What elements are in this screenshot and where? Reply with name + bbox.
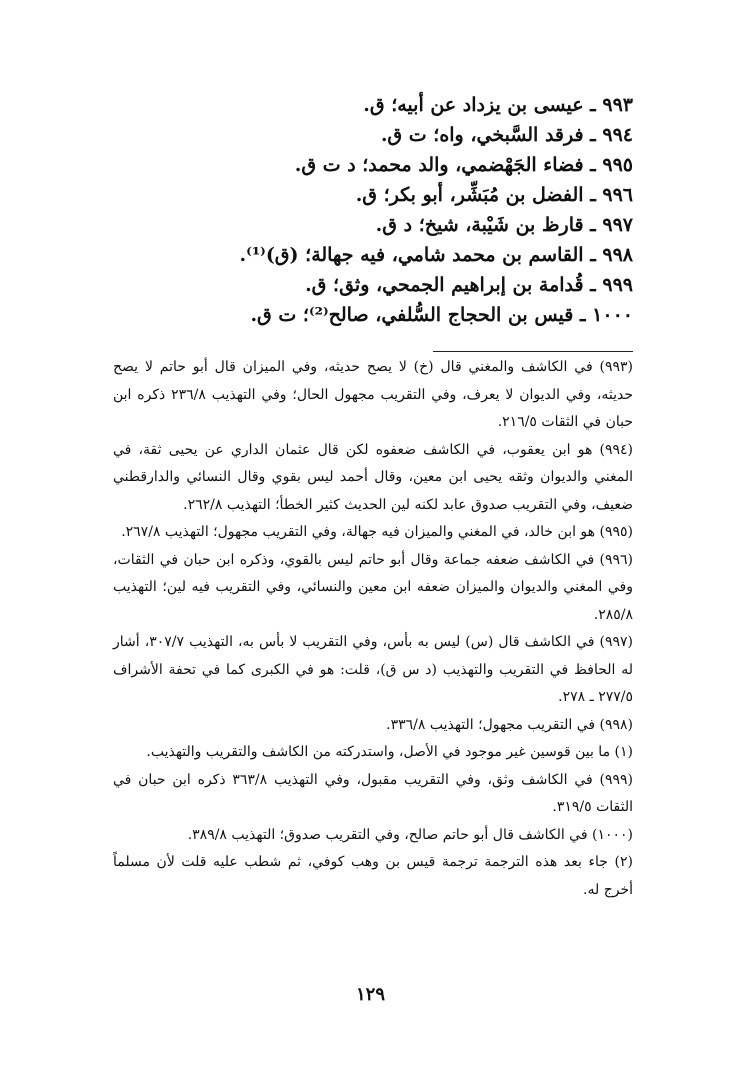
- footnote-996: (٩٩٦) في الكاشف ضعفه جماعة وقال أبو حاتم ليس بالقوي، وذكره ابن حبان في الثقات، وفي المغني والديوان والميزان ضعفه ابن معين والنسائي، وفي التقريب فيه لين؛ التهذيب ٢٨٥/٨.: [113, 551, 633, 623]
- narrator-entries: [73, 90, 633, 330]
- footnote-note-1: (١) ما بين قوسين غير موجود في الأصل، واستدركته من الكاشف والتقريب والتهذيب.: [146, 744, 633, 760]
- entry-995: ٩٩٥ ـ فضاء الجَهْضمي، والد محمد؛ د ت ق.: [294, 154, 633, 176]
- entry-1000: ١٠٠٠ ـ قيس بن الحجاج السُّلفي، صالح⁽²⁾؛ ت ق.: [250, 304, 633, 326]
- footnote-997: (٩٩٧) في الكاشف قال (س) ليس به بأس، وفي التقريب لا بأس به، التهذيب ٣٠٧/٧، أشار له الحافظ في التقريب والتهذيب (د س ق)، قلت: هو في الكبرى كما في تحفة الأشراف ٢٧٧/٥ ـ ٢٧٨.: [113, 634, 633, 705]
- entry-997: ٩٩٧ ـ قارظ بن شَيْبة، شيخ؛ د ق.: [375, 214, 633, 236]
- footnote-1000: (١٠٠٠) في الكاشف قال أبو حاتم صالح، وفي التقريب صدوق؛ التهذيب ٣٨٩/٨.: [187, 826, 633, 843]
- page-number: ١٢٩: [355, 984, 385, 1005]
- footnote-994: (٩٩٤) هو ابن يعقوب، في الكاشف ضعفوه لكن قال عثمان الداري عن يحيى ثقة، في المغني والديوان وثقه يحيى ابن معين، وقال أحمد ليس بقوي وقال النسائي والدارقطني ضعيف، وفي التقريب صدوق عابد لكنه لين الحديث كثير الخطأ؛ التهذيب ٢٦٢/٨.: [113, 441, 633, 513]
- footnote-note-2: (٢) جاء بعد هذه الترجمة ترجمة قيس بن وهب كوفي، ثم شطب عليه قلت لأن مسلماً أخرج له.: [113, 854, 633, 898]
- footnote-995: (٩٩٥) هو ابن خالد، في المغني والميزان فيه جهالة، وفي التقريب مجهول؛ التهذيب ٢٦٧/٨.: [121, 524, 633, 540]
- footnotes: [113, 354, 633, 904]
- footnote-999: (٩٩٩) في الكاشف وثق، وفي التقريب مقبول، وفي التهذيب ٣٦٣/٨ ذكره ابن حبان في الثقات ٣١٩/٥.: [113, 771, 633, 815]
- footnote-998: (٩٩٨) في التقريب مجهول؛ التهذيب ٣٣٦/٨.: [386, 716, 633, 733]
- entry-996: ٩٩٦ ـ الفضل بن مُبَشِّر، أبو بكر؛ ق.: [355, 184, 633, 206]
- footnote-divider: [433, 351, 633, 352]
- entry-999: ٩٩٩ ـ قُدامة بن إبراهيم الجمحي، وثق؛ ق.: [305, 274, 633, 296]
- footnote-993: (٩٩٣) في الكاشف والمغني قال (خ) لا يصح حديثه، وفي الميزان قال أبو حاتم لا يصح حديثه، وفي الديوان لا يعرف، وفي التقريب مجهول الحال؛ وفي التهذيب ٢٣٦/٨ ذكره ابن حبان في الثقات ٢١٦/٥.: [113, 359, 633, 430]
- entry-994: ٩٩٤ ـ فرقد السَّبخي، واه؛ ت ق.: [380, 124, 633, 146]
- entry-998: ٩٩٨ ـ القاسم بن محمد شامي، فيه جهالة؛ (ق)⁽¹⁾.: [239, 244, 633, 266]
- entry-993: ٩٩٣ ـ عيسى بن يزداد عن أبيه؛ ق.: [363, 94, 633, 116]
